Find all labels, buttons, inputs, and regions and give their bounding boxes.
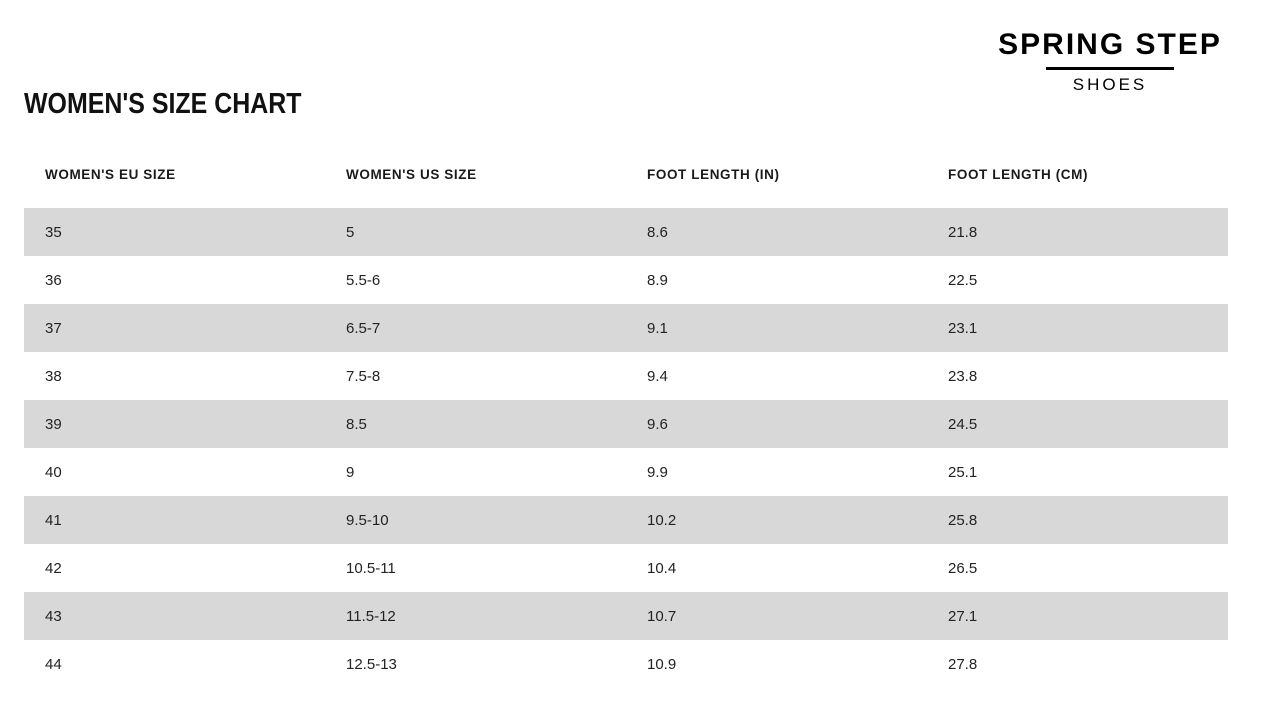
cell-us-size: 5 [325, 208, 626, 256]
table-row [24, 544, 1228, 592]
cell-foot-length-in: 8.9 [626, 256, 927, 304]
cell-eu-size: 40 [24, 448, 325, 496]
size-chart-table [24, 160, 1228, 688]
cell-us-size: 11.5-12 [325, 592, 626, 640]
cell-us-size: 9.5-10 [325, 496, 626, 544]
cell-eu-size: 39 [24, 400, 325, 448]
table-row [24, 352, 1228, 400]
cell-eu-size: 42 [24, 544, 325, 592]
table-row [24, 640, 1228, 688]
cell-foot-length-cm: 21.8 [927, 208, 1228, 256]
size-chart-table-wrapper [24, 160, 1228, 688]
cell-eu-size: 36 [24, 256, 325, 304]
table-row [24, 496, 1228, 544]
cell-foot-length-cm: 26.5 [927, 544, 1228, 592]
cell-eu-size: 43 [24, 592, 325, 640]
column-header-foot-length-cm: FOOT LENGTH (CM) [948, 166, 1089, 182]
cell-foot-length-in: 10.4 [626, 544, 927, 592]
cell-foot-length-cm: 25.8 [927, 496, 1228, 544]
cell-eu-size: 37 [24, 304, 325, 352]
cell-foot-length-cm: 27.8 [927, 640, 1228, 688]
cell-us-size: 8.5 [325, 400, 626, 448]
column-header-us-size: WOMEN'S US SIZE [346, 166, 477, 182]
cell-foot-length-in: 9.1 [626, 304, 927, 352]
page-title: WOMEN'S SIZE CHART [24, 88, 302, 120]
table-row [24, 592, 1228, 640]
cell-foot-length-cm: 23.8 [927, 352, 1228, 400]
table-row [24, 400, 1228, 448]
cell-eu-size: 35 [24, 208, 325, 256]
cell-foot-length-cm: 24.5 [927, 400, 1228, 448]
table-header [24, 160, 1228, 208]
cell-foot-length-in: 10.9 [626, 640, 927, 688]
cell-eu-size: 38 [24, 352, 325, 400]
cell-us-size: 5.5-6 [325, 256, 626, 304]
table-row [24, 256, 1228, 304]
cell-foot-length-in: 10.7 [626, 592, 927, 640]
cell-foot-length-cm: 25.1 [927, 448, 1228, 496]
column-header-foot-length-in: FOOT LENGTH (IN) [647, 166, 780, 182]
cell-us-size: 12.5-13 [325, 640, 626, 688]
cell-foot-length-in: 9.9 [626, 448, 927, 496]
cell-foot-length-cm: 27.1 [927, 592, 1228, 640]
cell-us-size: 6.5-7 [325, 304, 626, 352]
table-header-row [24, 160, 1228, 208]
table-row [24, 448, 1228, 496]
cell-us-size: 10.5-11 [325, 544, 626, 592]
cell-foot-length-in: 8.6 [626, 208, 927, 256]
cell-foot-length-in: 9.4 [626, 352, 927, 400]
cell-us-size: 9 [325, 448, 626, 496]
column-header-eu-size: WOMEN'S EU SIZE [45, 166, 176, 182]
cell-us-size: 7.5-8 [325, 352, 626, 400]
brand-name: SPRING STEP [998, 28, 1222, 61]
brand-divider [1046, 67, 1174, 70]
table-row [24, 208, 1228, 256]
cell-eu-size: 41 [24, 496, 325, 544]
cell-eu-size: 44 [24, 640, 325, 688]
cell-foot-length-in: 9.6 [626, 400, 927, 448]
cell-foot-length-cm: 23.1 [927, 304, 1228, 352]
cell-foot-length-cm: 22.5 [927, 256, 1228, 304]
table-row [24, 304, 1228, 352]
table-body [24, 208, 1228, 688]
brand-subtitle: SHOES [1072, 75, 1148, 94]
cell-foot-length-in: 10.2 [626, 496, 927, 544]
brand-logo [980, 28, 1240, 95]
